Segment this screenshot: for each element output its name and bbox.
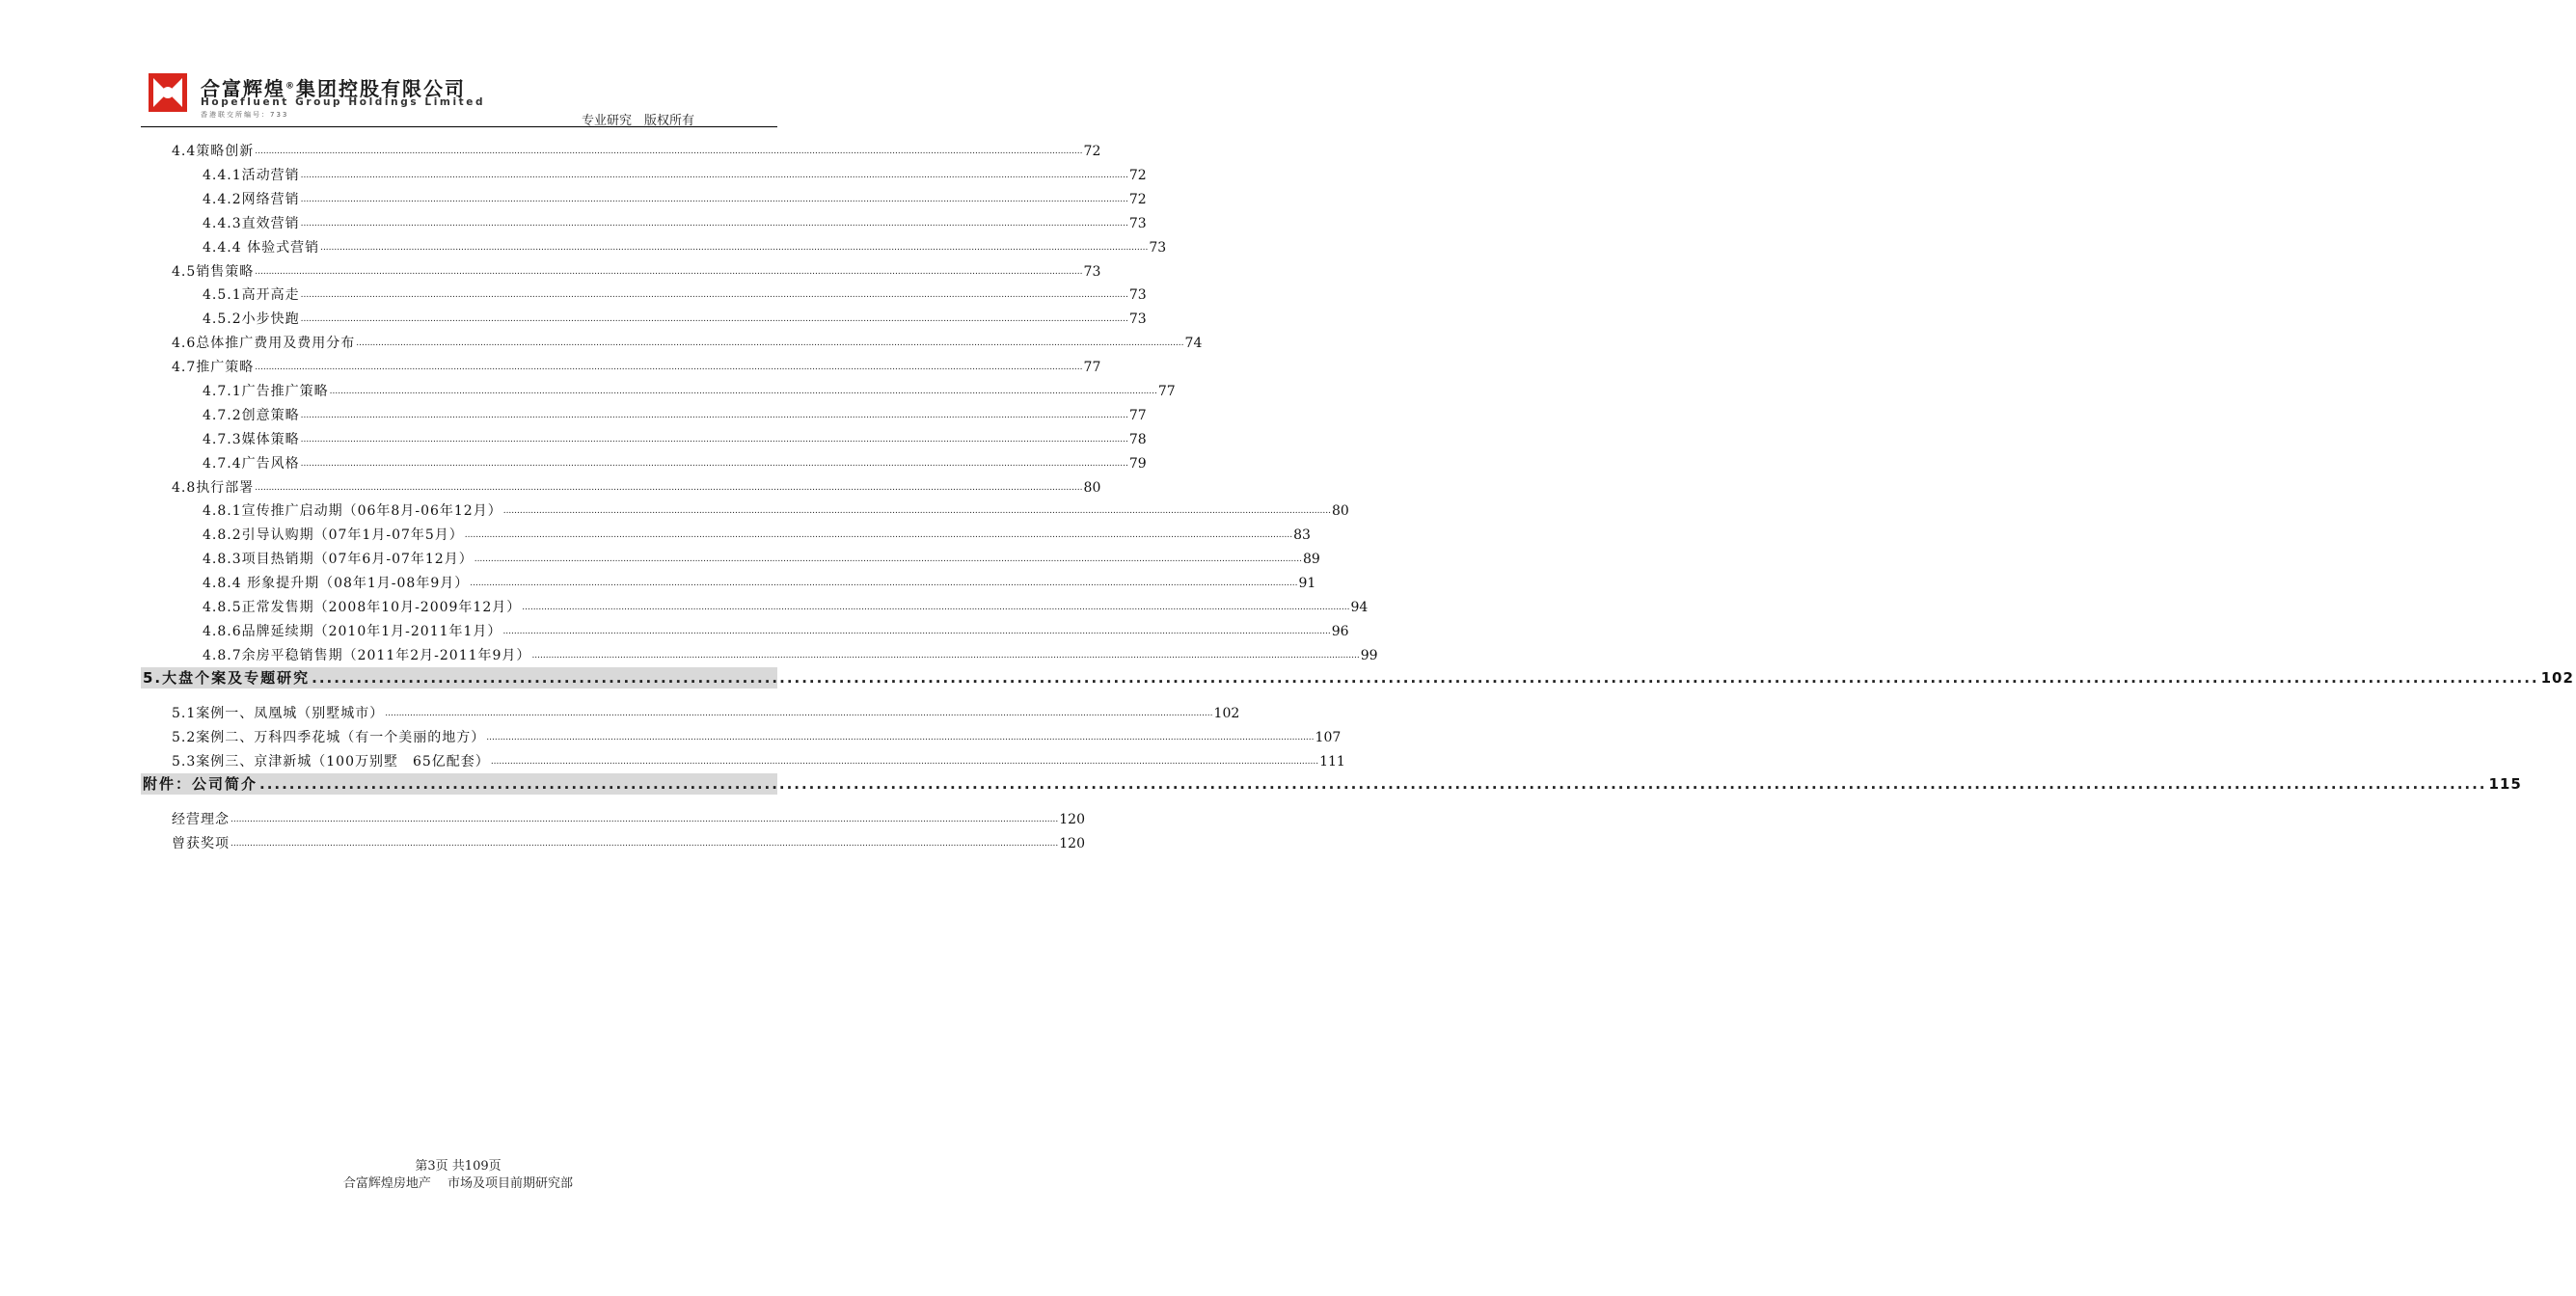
toc-entry-title: 4.8.2引导认购期（07年1月-07年5月） [203, 527, 464, 543]
toc-entry-page: 73 [1083, 264, 1101, 280]
toc-dot-leader: ............................................................................................................................................................................................................................................................................................................ [300, 171, 1128, 180]
toc-entry-page: 102 [2540, 669, 2574, 687]
toc-dot-leader: ............................................................................................................................................................................................................................................................................................................ [300, 314, 1128, 324]
toc-entry[interactable] [141, 643, 1378, 664]
toc-dot-leader: ............................................................................................................................................................................................................................................................................................................ [300, 411, 1128, 420]
toc-entry-page: 83 [1293, 527, 1311, 543]
toc-entry-page: 74 [1184, 336, 1203, 351]
toc-entry-page: 120 [1059, 836, 1085, 851]
stock-exchange-code: 香港联交所编号：733 [201, 111, 289, 119]
toc-dot-leader: ............................................................................................................................................................................................................................................................................................................ [320, 243, 1149, 253]
toc-dot-leader: ............................................................................................................................................................................................................................................................................................................ [329, 387, 1157, 396]
toc-dot-leader: ............................................................................................................................................................................................................................................................................................................ [490, 757, 1319, 767]
toc-entry[interactable] [141, 595, 1369, 616]
toc-entry-title: 4.8.6品牌延续期（2010年1月-2011年1月） [203, 624, 502, 639]
toc-entry-title: 4.4.3直效营销 [203, 216, 300, 231]
toc-entry-page: 107 [1315, 730, 1342, 745]
toc-entry[interactable] [141, 701, 1240, 722]
toc-dot-leader: ............................................................................................................................................................................................................................................................................................................ [531, 651, 1360, 661]
toc-entry-page: 77 [1157, 384, 1176, 399]
toc-dot-leader: ............................................................................................................................................................................................................................................................................................................ [312, 669, 2539, 687]
toc-dot-leader: ............................................................................................................................................................................................................................................................................................................ [255, 483, 1083, 493]
toc-entry-title: 4.5.2小步快跑 [203, 311, 300, 327]
toc-entry-page: 99 [1360, 648, 1378, 663]
toc-entry-title: 4.8.3项目热销期（07年6月-07年12月） [203, 552, 474, 567]
toc-entry[interactable] [141, 427, 1147, 448]
toc-entry-title: 5.大盘个案及专题研究 [143, 669, 311, 687]
toc-entry-page: 78 [1128, 432, 1147, 447]
toc-entry-title: 4.8.5正常发售期（2008年10月-2009年12月） [203, 600, 522, 615]
toc-dot-leader: ............................................................................................................................................................................................................................................................................................................ [300, 195, 1128, 204]
toc-dot-leader: ............................................................................................................................................................................................................................................................................................................ [470, 579, 1298, 588]
toc-section-heading[interactable] [141, 773, 2522, 795]
toc-entry-page: 96 [1331, 624, 1349, 639]
toc-entry-page: 111 [1319, 754, 1345, 770]
toc-entry-title: 4.8.1宣传推广启动期（06年8月-06年12月） [203, 503, 502, 519]
toc-entry[interactable] [141, 187, 1147, 208]
header-copyright-text: 专业研究 版权所有 [581, 114, 694, 128]
company-name-en: Hopefluent Group Holdings Limited [201, 96, 486, 108]
page-header [141, 66, 777, 127]
company-name-cn: 合富辉煌®集团控股有限公司 [201, 77, 466, 100]
toc-entry-page: 77 [1083, 360, 1101, 375]
toc-dot-leader: ............................................................................................................................................................................................................................................................................................................ [464, 530, 1293, 540]
toc-entry-title: 4.8.7余房平稳销售期（2011年2月-2011年9月） [203, 648, 531, 663]
toc-entry[interactable] [141, 451, 1147, 472]
toc-dot-leader: ............................................................................................................................................................................................................................................................................................................ [502, 506, 1331, 516]
toc-dot-leader: ............................................................................................................................................................................................................................................................................................................ [356, 338, 1184, 348]
toc-entry[interactable] [141, 523, 1311, 544]
toc-dot-leader: ............................................................................................................................................................................................................................................................................................................ [300, 290, 1128, 300]
toc-dot-leader: ............................................................................................................................................................................................................................................................................................................ [385, 709, 1213, 718]
toc-entry-page: 80 [1083, 480, 1101, 496]
toc-entry[interactable] [141, 725, 1342, 746]
toc-entry[interactable] [141, 831, 1085, 852]
toc-entry[interactable] [141, 379, 1176, 400]
toc-entry-title: 4.4.1活动营销 [203, 168, 300, 183]
toc-entry[interactable] [141, 547, 1320, 568]
toc-entry-page: 72 [1128, 168, 1147, 183]
toc-entry-title: 4.8.4 形象提升期（08年1月-08年9月） [203, 576, 470, 591]
footer-page-info: 第3页 共109页 [415, 1159, 502, 1174]
toc-entry-title: 4.7.2创意策略 [203, 408, 300, 423]
toc-entry-page: 91 [1298, 576, 1316, 591]
toc-dot-leader: ............................................................................................................................................................................................................................................................................................................ [474, 554, 1302, 564]
toc-dot-leader: ............................................................................................................................................................................................................................................................................................................ [300, 459, 1128, 469]
footer-department: 合富辉煌房地产 市场及项目前期研究部 [342, 1176, 574, 1191]
toc-entry[interactable] [141, 331, 1203, 352]
header-divider [141, 126, 777, 127]
toc-entry-title: 4.5销售策略 [172, 264, 255, 280]
toc-entry-title: 5.2案例二、万科四季花城（有一个美丽的地方） [172, 730, 486, 745]
toc-entry-page: 77 [1128, 408, 1147, 423]
toc-entry[interactable] [141, 475, 1101, 497]
hopefluent-logo-icon [149, 73, 187, 112]
toc-entry-title: 4.4.4 体验式营销 [203, 240, 320, 256]
toc-entry-title: 4.7推广策略 [172, 360, 255, 375]
toc-entry-page: 102 [1213, 706, 1240, 721]
toc-dot-leader: ............................................................................................................................................................................................................................................................................................................ [300, 219, 1128, 229]
toc-dot-leader: ............................................................................................................................................................................................................................................................................................................ [259, 775, 2487, 793]
toc-entry-title: 附件：公司简介 [143, 775, 258, 793]
toc-dot-leader: ............................................................................................................................................................................................................................................................................................................ [502, 627, 1331, 636]
toc-entry-title: 4.5.1高开高走 [203, 287, 300, 303]
toc-entry[interactable] [141, 283, 1147, 304]
toc-entry-title: 4.7.4广告风格 [203, 456, 300, 472]
toc-dot-leader: ............................................................................................................................................................................................................................................................................................................ [300, 435, 1128, 445]
toc-dot-leader: ............................................................................................................................................................................................................................................................................................................ [255, 147, 1083, 156]
toc-dot-leader: ............................................................................................................................................................................................................................................................................................................ [255, 363, 1083, 372]
toc-entry-page: 80 [1331, 503, 1349, 519]
toc-entry[interactable] [141, 807, 1085, 828]
toc-entry[interactable] [141, 307, 1147, 328]
toc-entry-page: 73 [1128, 216, 1147, 231]
toc-entry-page: 73 [1128, 287, 1147, 303]
toc-dot-leader: ............................................................................................................................................................................................................................................................................................................ [230, 839, 1059, 849]
toc-entry-page: 89 [1302, 552, 1320, 567]
toc-entry-page: 94 [1350, 600, 1369, 615]
toc-entry-title: 4.7.3媒体策略 [203, 432, 300, 447]
toc-entry-page: 115 [2488, 775, 2522, 793]
toc-entry[interactable] [141, 403, 1147, 424]
toc-entry[interactable] [141, 163, 1147, 184]
toc-entry-title: 曾获奖项 [172, 836, 230, 851]
toc-entry-page: 72 [1083, 144, 1101, 159]
toc-entry-title: 4.8执行部署 [172, 480, 255, 496]
toc-entry[interactable] [141, 139, 1101, 160]
toc-section-heading[interactable] [141, 667, 2574, 688]
toc-entry[interactable] [141, 571, 1316, 592]
toc-dot-leader: ............................................................................................................................................................................................................................................................................................................ [255, 267, 1083, 277]
toc-entry-title: 5.1案例一、凤凰城（别墅城市） [172, 706, 385, 721]
toc-entry[interactable] [141, 499, 1349, 520]
toc-entry-page: 73 [1149, 240, 1167, 256]
toc-entry-page: 120 [1059, 812, 1085, 827]
toc-entry-page: 79 [1128, 456, 1147, 472]
toc-entry-title: 5.3案例三、京津新城（100万别墅 65亿配套） [172, 754, 490, 770]
toc-entry-page: 73 [1128, 311, 1147, 327]
toc-entry-title: 4.7.1广告推广策略 [203, 384, 329, 399]
toc-dot-leader: ............................................................................................................................................................................................................................................................................................................ [522, 603, 1350, 612]
toc-entry[interactable] [141, 211, 1147, 232]
toc-entry[interactable] [141, 619, 1349, 640]
toc-entry[interactable] [141, 749, 1345, 770]
toc-entry[interactable] [141, 355, 1101, 376]
toc-dot-leader: ............................................................................................................................................................................................................................................................................................................ [486, 733, 1315, 742]
toc-entry-title: 4.4.2网络营销 [203, 192, 300, 207]
toc-entry-page: 72 [1128, 192, 1147, 207]
toc-entry-title: 经营理念 [172, 812, 230, 827]
toc-entry-title: 4.4策略创新 [172, 144, 255, 159]
toc-dot-leader: ............................................................................................................................................................................................................................................................................................................ [230, 815, 1059, 824]
toc-entry[interactable] [141, 235, 1167, 256]
toc-entry-title: 4.6总体推广费用及费用分布 [172, 336, 356, 351]
toc-entry[interactable] [141, 259, 1101, 281]
